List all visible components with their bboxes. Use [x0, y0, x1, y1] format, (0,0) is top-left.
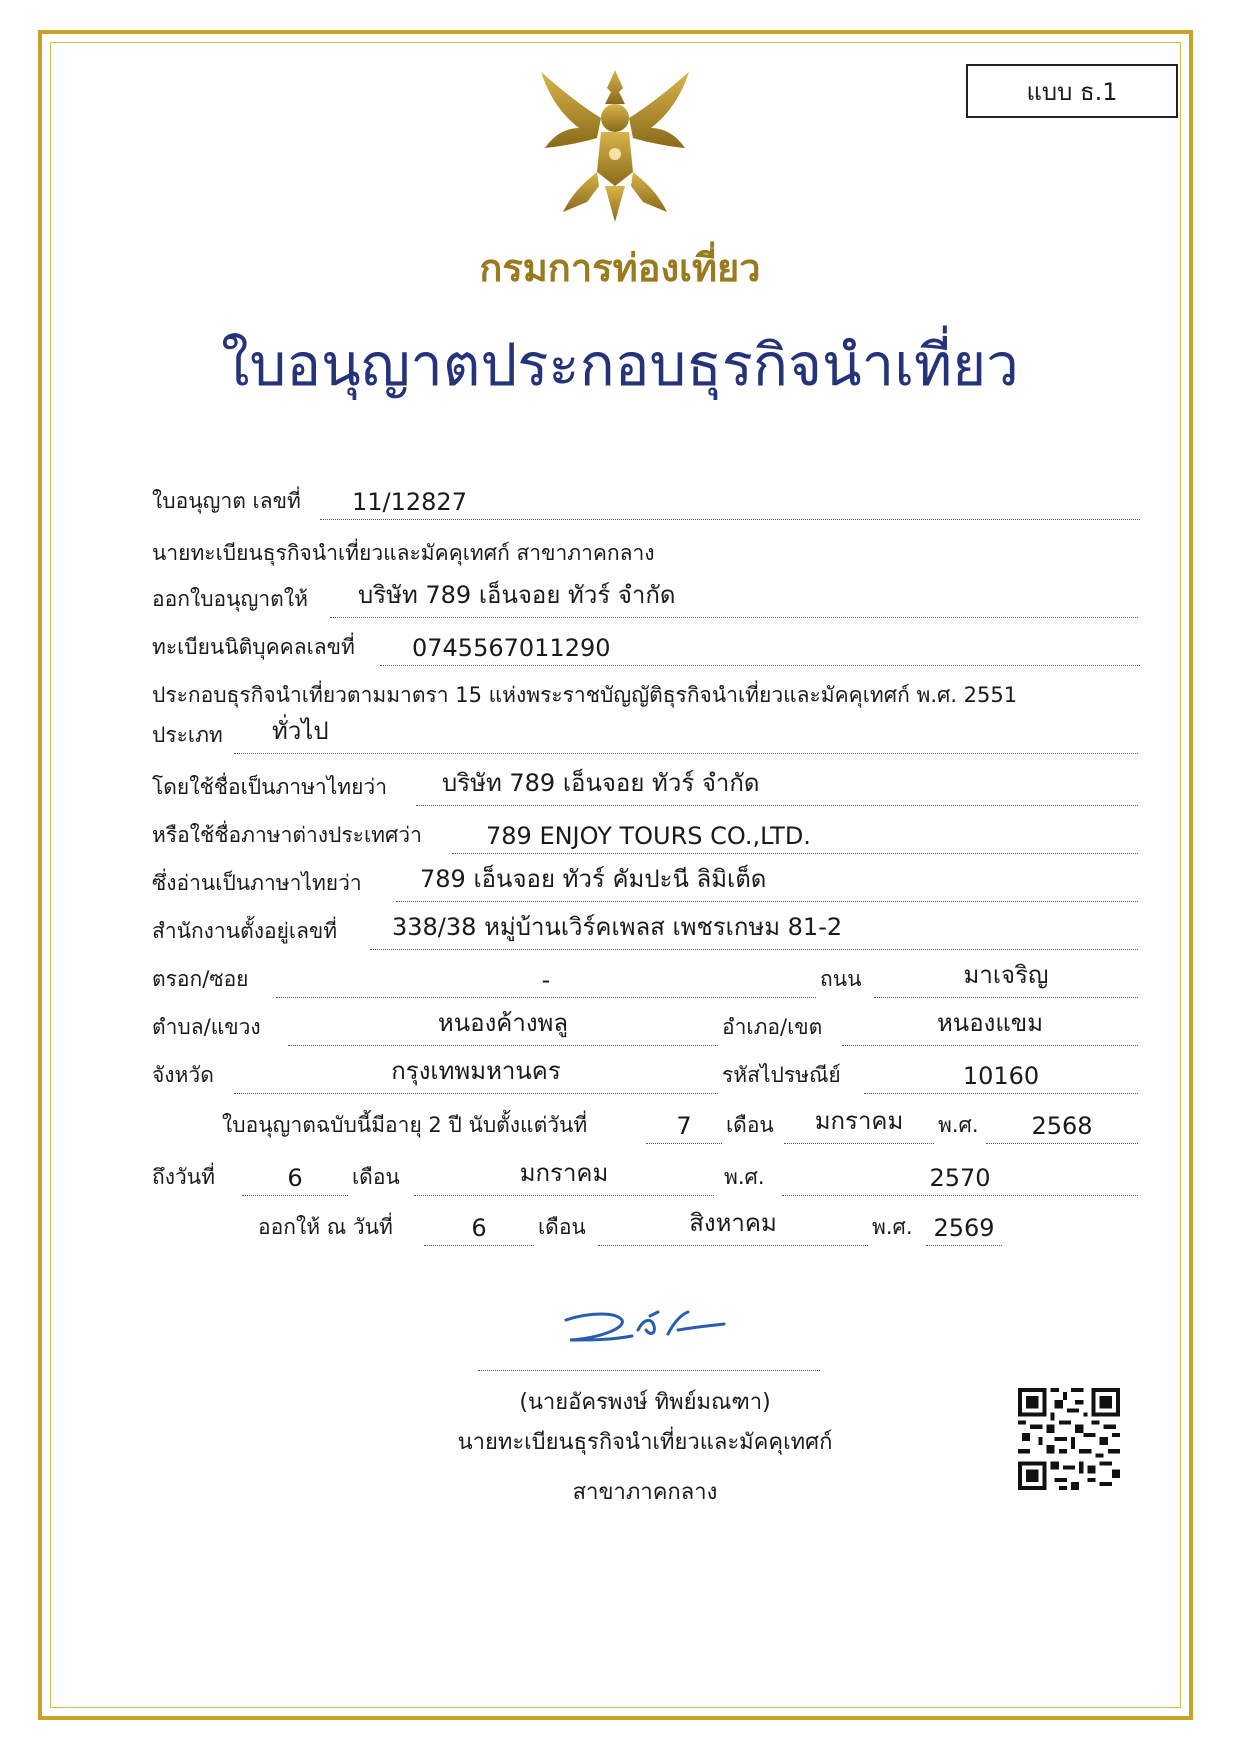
license-number: 11/12827: [352, 488, 467, 516]
end-month-label: เดือน: [352, 1165, 400, 1189]
row-type: [152, 712, 1142, 756]
dotted-line: [784, 1143, 934, 1144]
start-year: 2568: [1031, 1112, 1093, 1140]
row-validity-start: [152, 1102, 1142, 1146]
start-day: 7: [676, 1112, 692, 1140]
dotted-line: [242, 1195, 348, 1196]
signature-line: [478, 1370, 820, 1371]
end-day: 6: [287, 1164, 303, 1192]
thai-name-value: บริษัท 789 เอ็นจอย ทัวร์ จำกัด: [442, 769, 760, 797]
road-value: มาเจริญ: [963, 961, 1049, 989]
issue-month-label: เดือน: [538, 1215, 586, 1239]
issue-year-label: พ.ศ.: [872, 1215, 913, 1239]
dotted-line: [986, 1143, 1138, 1144]
dotted-line: [234, 1093, 718, 1094]
dotted-line: [288, 1045, 718, 1046]
row-registrar: [152, 530, 1142, 574]
dotted-line: [416, 805, 1138, 806]
dotted-line: [926, 1245, 1002, 1246]
road-label: ถนน: [820, 967, 862, 991]
office-value: 338/38 หมู่บ้านเวิร์คเพลส เพชรเกษม 81-2: [392, 913, 843, 941]
juristic-number: 0745567011290: [412, 634, 611, 662]
row-soi-road: [152, 956, 1142, 1000]
row-act: [152, 672, 1142, 716]
postcode-label: รหัสไปรษณีย์: [722, 1063, 841, 1087]
row-license-number: [152, 478, 1142, 522]
dotted-line: [330, 617, 1138, 618]
dotted-line: [842, 1045, 1138, 1046]
signatory-branch: สาขาภาคกลาง: [572, 1480, 718, 1505]
start-month: มกราคม: [814, 1107, 904, 1135]
juristic-label: ทะเบียนนิติบุคคลเลขที่: [152, 635, 355, 659]
dotted-line: [424, 1245, 534, 1246]
dotted-line: [380, 665, 1140, 666]
district-label: อำเภอ/เขต: [722, 1015, 823, 1039]
dotted-line: [452, 853, 1138, 854]
start-year-label: พ.ศ.: [938, 1113, 979, 1137]
dotted-line: [646, 1143, 722, 1144]
license-number-label: ใบอนุญาต เลขที่: [152, 489, 301, 513]
form-code-box: แบบ ธ.1: [966, 64, 1178, 118]
foreign-name-label: หรือใช้ชื่อภาษาต่างประเทศว่า: [152, 823, 422, 847]
dotted-line: [874, 997, 1138, 998]
soi-value: -: [541, 966, 551, 994]
type-label: ประเภท: [152, 723, 223, 747]
row-foreign-name: [152, 812, 1142, 856]
handwritten-signature: [560, 1300, 730, 1350]
issue-month: สิงหาคม: [689, 1209, 777, 1237]
issued-to-value: บริษัท 789 เอ็นจอย ทัวร์ จำกัด: [358, 581, 676, 609]
office-label: สำนักงานตั้งอยู่เลขที่: [152, 919, 338, 943]
subdistrict-label: ตำบล/แขวง: [152, 1015, 261, 1039]
until-label: ถึงวันที่: [152, 1165, 215, 1189]
reading-label: ซึ่งอ่านเป็นภาษาไทยว่า: [152, 871, 362, 895]
row-province-postcode: [152, 1052, 1142, 1096]
row-subdistrict-district: [152, 1004, 1142, 1048]
issue-year: 2569: [933, 1214, 995, 1242]
department-name: กรมการท่องเที่ยว: [479, 245, 761, 290]
signatory-name: (นายอัครพงษ์ ทิพย์มณฑา): [519, 1390, 771, 1415]
start-month-label: เดือน: [726, 1113, 774, 1137]
foreign-name-value: 789 ENJOY TOURS CO.,LTD.: [486, 822, 811, 850]
province-label: จังหวัด: [152, 1063, 214, 1087]
dotted-line: [782, 1195, 1138, 1196]
issued-to-label: ออกใบอนุญาตให้: [152, 587, 308, 611]
row-office: [152, 908, 1142, 952]
end-month: มกราคม: [519, 1159, 609, 1187]
dotted-line: [414, 1195, 714, 1196]
dotted-line: [598, 1245, 868, 1246]
subdistrict-value: หนองค้างพลู: [437, 1009, 569, 1037]
dotted-line: [234, 753, 1138, 754]
row-validity-end: [152, 1154, 1142, 1198]
row-juristic-number: [152, 624, 1142, 668]
issued-on-label: ออกให้ ณ วันที่: [258, 1215, 393, 1239]
dotted-line: [320, 519, 1140, 520]
signatory-position: นายทะเบียนธุรกิจนำเที่ยวและมัคคุเทศก์: [457, 1430, 833, 1455]
thai-name-label: โดยใช้ชื่อเป็นภาษาไทยว่า: [152, 775, 388, 799]
row-issued-on: [152, 1204, 1142, 1248]
dotted-line: [396, 901, 1138, 902]
row-reading: [152, 860, 1142, 904]
issue-day: 6: [471, 1214, 487, 1242]
act-line: ประกอบธุรกิจนำเที่ยวตามมาตรา 15 แห่งพระราชบัญญัติธุรกิจนำเที่ยวและมัคคุเทศก์ พ.ศ. 2551: [152, 683, 1018, 707]
qr-code-icon: [1018, 1388, 1120, 1490]
dotted-line: [276, 997, 816, 998]
dotted-line: [370, 949, 1138, 950]
reading-value: 789 เอ็นจอย ทัวร์ คัมปะนี ลิมิเต็ด: [420, 865, 767, 893]
district-value: หนองแขม: [936, 1009, 1044, 1037]
registrar-line: นายทะเบียนธุรกิจนำเที่ยวและมัคคุเทศก์ สาขาภาคกลาง: [152, 541, 655, 565]
province-value: กรุงเทพมหานคร: [391, 1057, 561, 1085]
dotted-line: [864, 1093, 1138, 1094]
row-issued-to: [152, 576, 1142, 620]
end-year-label: พ.ศ.: [724, 1165, 765, 1189]
validity-label: ใบอนุญาตฉบับนี้มีอายุ 2 ปี นับตั้งแต่วันที่: [222, 1113, 588, 1137]
type-value: ทั่วไป: [272, 717, 329, 745]
garuda-emblem-icon: [535, 62, 695, 232]
postcode-value: 10160: [962, 1062, 1040, 1090]
soi-label: ตรอก/ซอย: [152, 967, 249, 991]
row-thai-name: [152, 764, 1142, 808]
certificate-title: ใบอนุญาตประกอบธุรกิจนำเที่ยว: [221, 331, 1019, 399]
end-year: 2570: [929, 1164, 991, 1192]
